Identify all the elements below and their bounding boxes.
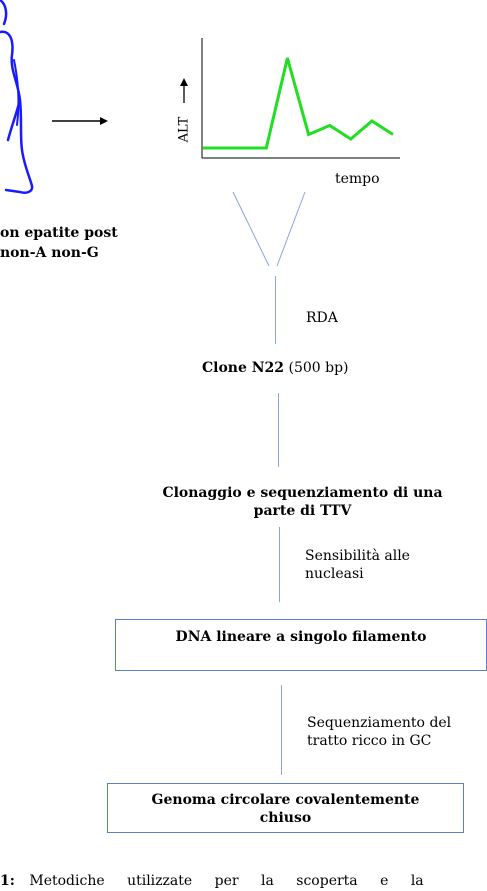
rda-label: RDA (306, 310, 338, 326)
dna-box-label: DNA lineare a singolo filamento (175, 629, 427, 645)
seq-label (307, 714, 451, 750)
up-arrow-icon (177, 78, 191, 104)
genome-line1: Genoma circolare covalentemente (151, 792, 420, 808)
clone-size: (500 bp) (284, 360, 349, 376)
nuclease-line1: Sensibilità alle (305, 548, 410, 564)
connector-rda (275, 276, 276, 344)
alt-label: ALT (176, 116, 192, 143)
clone-name: Clone N22 (202, 360, 285, 376)
caption-text: Metodiche utilizzate per la scoperta e la (29, 873, 424, 889)
alt-series-line (203, 58, 393, 148)
caption-label: 1: (0, 873, 15, 889)
patient-figure-icon (0, 0, 40, 200)
figure-caption (0, 872, 424, 890)
cloning-line1: Clonaggio e sequenziamento di una (162, 485, 443, 501)
clone-label (202, 359, 349, 377)
cloning-step-label (130, 484, 475, 520)
seq-line1: Sequenziamento del (307, 715, 452, 731)
alt-graph (195, 38, 405, 168)
connector-clone (278, 393, 279, 467)
funnel-lines (225, 190, 315, 270)
patient-caption-line1: on epatite post (0, 225, 118, 241)
nuclease-line2: nucleasi (305, 566, 364, 582)
dna-box (115, 619, 487, 671)
cloning-line2: parte di TTV (253, 503, 352, 519)
nuclease-label (305, 547, 410, 583)
right-arrow-icon (50, 114, 110, 128)
x-axis-label: tempo (335, 171, 380, 187)
connector-seq (281, 685, 282, 775)
seq-line2: tratto ricco in GC (307, 733, 432, 749)
genome-line2: chiuso (259, 810, 312, 826)
y-axis-label (174, 78, 194, 158)
connector-nuclease (279, 527, 280, 602)
genome-box (107, 783, 464, 833)
patient-caption-line2: non-A non-G (0, 245, 99, 261)
